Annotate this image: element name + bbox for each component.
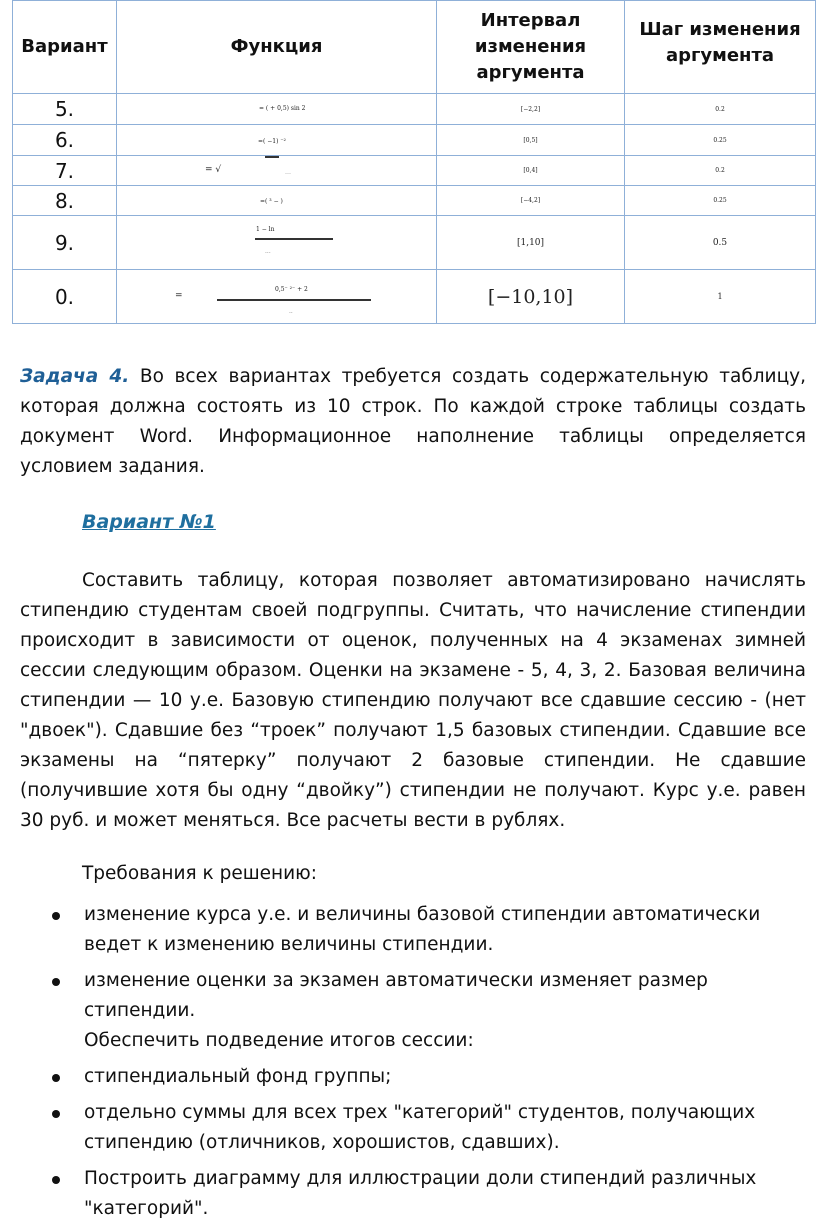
description-paragraph	[20, 566, 806, 836]
step-cell: 0.2	[625, 94, 816, 125]
table-header-row	[13, 1, 816, 94]
step-cell: 0.5	[625, 216, 816, 270]
function-cell	[117, 94, 437, 125]
function-cell	[117, 216, 437, 270]
function-cell	[117, 125, 437, 156]
function-cell	[117, 156, 437, 186]
variant-cell: 6.	[13, 125, 117, 156]
functions-table	[12, 0, 816, 324]
variant-cell: 9.	[13, 216, 117, 270]
bullet-icon	[52, 1074, 60, 1082]
task-text-1: Во всех вариантах требуется создать содержательную таблицу,	[139, 366, 806, 387]
function-formula: 1 − ln	[256, 226, 275, 233]
interval-cell: [0,5]	[437, 125, 625, 156]
function-cell	[117, 186, 437, 216]
interval-cell: [−4,2]	[437, 186, 625, 216]
list-item-line: стипендиальный фонд группы;	[84, 1066, 392, 1087]
function-formula: = √	[205, 165, 222, 175]
list-item-line: "категорий".	[84, 1198, 209, 1219]
list-item-line: отдельно суммы для всех трех "категорий" студентов, получающих	[84, 1102, 756, 1123]
task-paragraph	[20, 362, 806, 482]
formula-denominator: ··	[289, 310, 293, 317]
table-row	[13, 94, 816, 125]
description-line: 30 руб. и может меняться. Все расчеты вести в рублях.	[20, 810, 566, 831]
table-row	[13, 156, 816, 186]
task-line: которая должна состоять из 10 строк. По каждой строке таблицы создать	[20, 396, 806, 417]
variant-cell: 7.	[13, 156, 117, 186]
task-line	[20, 362, 806, 392]
interval-cell: [−10,10]	[437, 270, 625, 324]
function-formula: =( ³ − )	[260, 198, 283, 205]
interval-cell: [1,10]	[437, 216, 625, 270]
function-lhs: =	[175, 291, 183, 301]
list-item-text	[84, 900, 804, 960]
header-step-line2: аргумента	[665, 45, 775, 66]
description-line: Составить таблицу, которая позволяет автоматизировано начислять	[82, 570, 806, 591]
variant-cell: 5.	[13, 94, 117, 125]
table-row	[13, 216, 816, 270]
function-cell	[117, 270, 437, 324]
description-line: стипендию студентам своей подгруппы. Считать, что начисление стипендии	[20, 600, 806, 621]
task-label: Задача 4.	[20, 366, 130, 387]
fraction-bar	[255, 238, 333, 240]
header-interval-line2: изменения	[474, 36, 587, 57]
header-step-line1: Шаг изменения	[639, 19, 801, 40]
list-item-line: изменение оценки за экзамен автоматически изменяет размер	[84, 970, 708, 991]
header-step	[625, 1, 816, 94]
formula-fragment: …	[285, 169, 291, 176]
bullet-icon	[52, 1110, 60, 1118]
table-row	[13, 125, 816, 156]
description-line: (получившие хотя бы одну “двойку”) стипендии не получают. Курс у.е. равен	[20, 780, 806, 801]
variant-heading: Вариант №1	[82, 511, 216, 533]
list-item-text	[84, 1062, 804, 1092]
fraction-bar	[217, 299, 371, 301]
step-cell: 1	[625, 270, 816, 324]
header-interval-line1: Интервал	[480, 10, 581, 31]
description-line: стипендии — 10 у.е. Базовую стипендию получают все сдавшие сессию - (нет	[20, 690, 806, 711]
task-line: условием задания.	[20, 456, 205, 477]
function-formula: 0,5⁻ ²⁻ + 2	[275, 286, 308, 293]
formula-denominator: ···	[265, 250, 271, 257]
bullet-icon	[52, 978, 60, 986]
variant-cell: 8.	[13, 186, 117, 216]
bullet-icon	[52, 912, 60, 920]
function-formula: = ( + 0,5) sin 2	[259, 105, 306, 112]
step-cell: 0.25	[625, 186, 816, 216]
header-interval-line3: аргумента	[476, 62, 585, 83]
description-line: экзамены на “пятерку” получают 2 базовые стипендии. Не сдавшие	[20, 750, 806, 771]
step-cell: 0.25	[625, 125, 816, 156]
fraction-bar	[265, 156, 279, 158]
variant-cell: 0.	[13, 270, 117, 324]
list-item-line: Построить диаграмму для иллюстрации доли стипендий различных	[84, 1168, 757, 1189]
list-item-line: изменение курса у.е. и величины базовой стипендии автоматически	[84, 904, 761, 925]
list-item-text	[84, 966, 804, 1026]
table-row	[13, 270, 816, 324]
header-variant: Вариант	[13, 1, 117, 94]
header-interval	[437, 1, 625, 94]
task-line: документ Word. Информационное наполнение таблицы определяется	[20, 426, 806, 447]
list-item-text	[84, 1164, 804, 1224]
description-line: происходит в зависимости от оценок, полученных на 4 экзаменах зимней	[20, 630, 806, 651]
step-cell: 0.2	[625, 156, 816, 186]
list-item-text	[84, 1098, 804, 1158]
requirements-title: Требования к решению:	[82, 863, 317, 884]
interval-cell: [−2,2]	[437, 94, 625, 125]
list-item-line: стипендии.	[84, 1000, 196, 1021]
bullet-icon	[52, 1176, 60, 1184]
interval-cell: [0,4]	[437, 156, 625, 186]
table-row	[13, 186, 816, 216]
header-function: Функция	[117, 1, 437, 94]
description-line: сессии следующим образом. Оценки на экзамене - 5, 4, 3, 2. Базовая величина	[20, 660, 806, 681]
description-line: "двоек"). Сдавшие без “троек” получают 1,5 базовых стипендии. Сдавшие все	[20, 720, 806, 741]
summary-title: Обеспечить подведение итогов сессии:	[84, 1030, 474, 1051]
function-formula: =( −1) ⁻²	[258, 138, 286, 145]
list-item-line: стипендию (отличников, хорошистов, сдавших).	[84, 1132, 560, 1153]
list-item-line: ведет к изменению величины стипендии.	[84, 934, 494, 955]
